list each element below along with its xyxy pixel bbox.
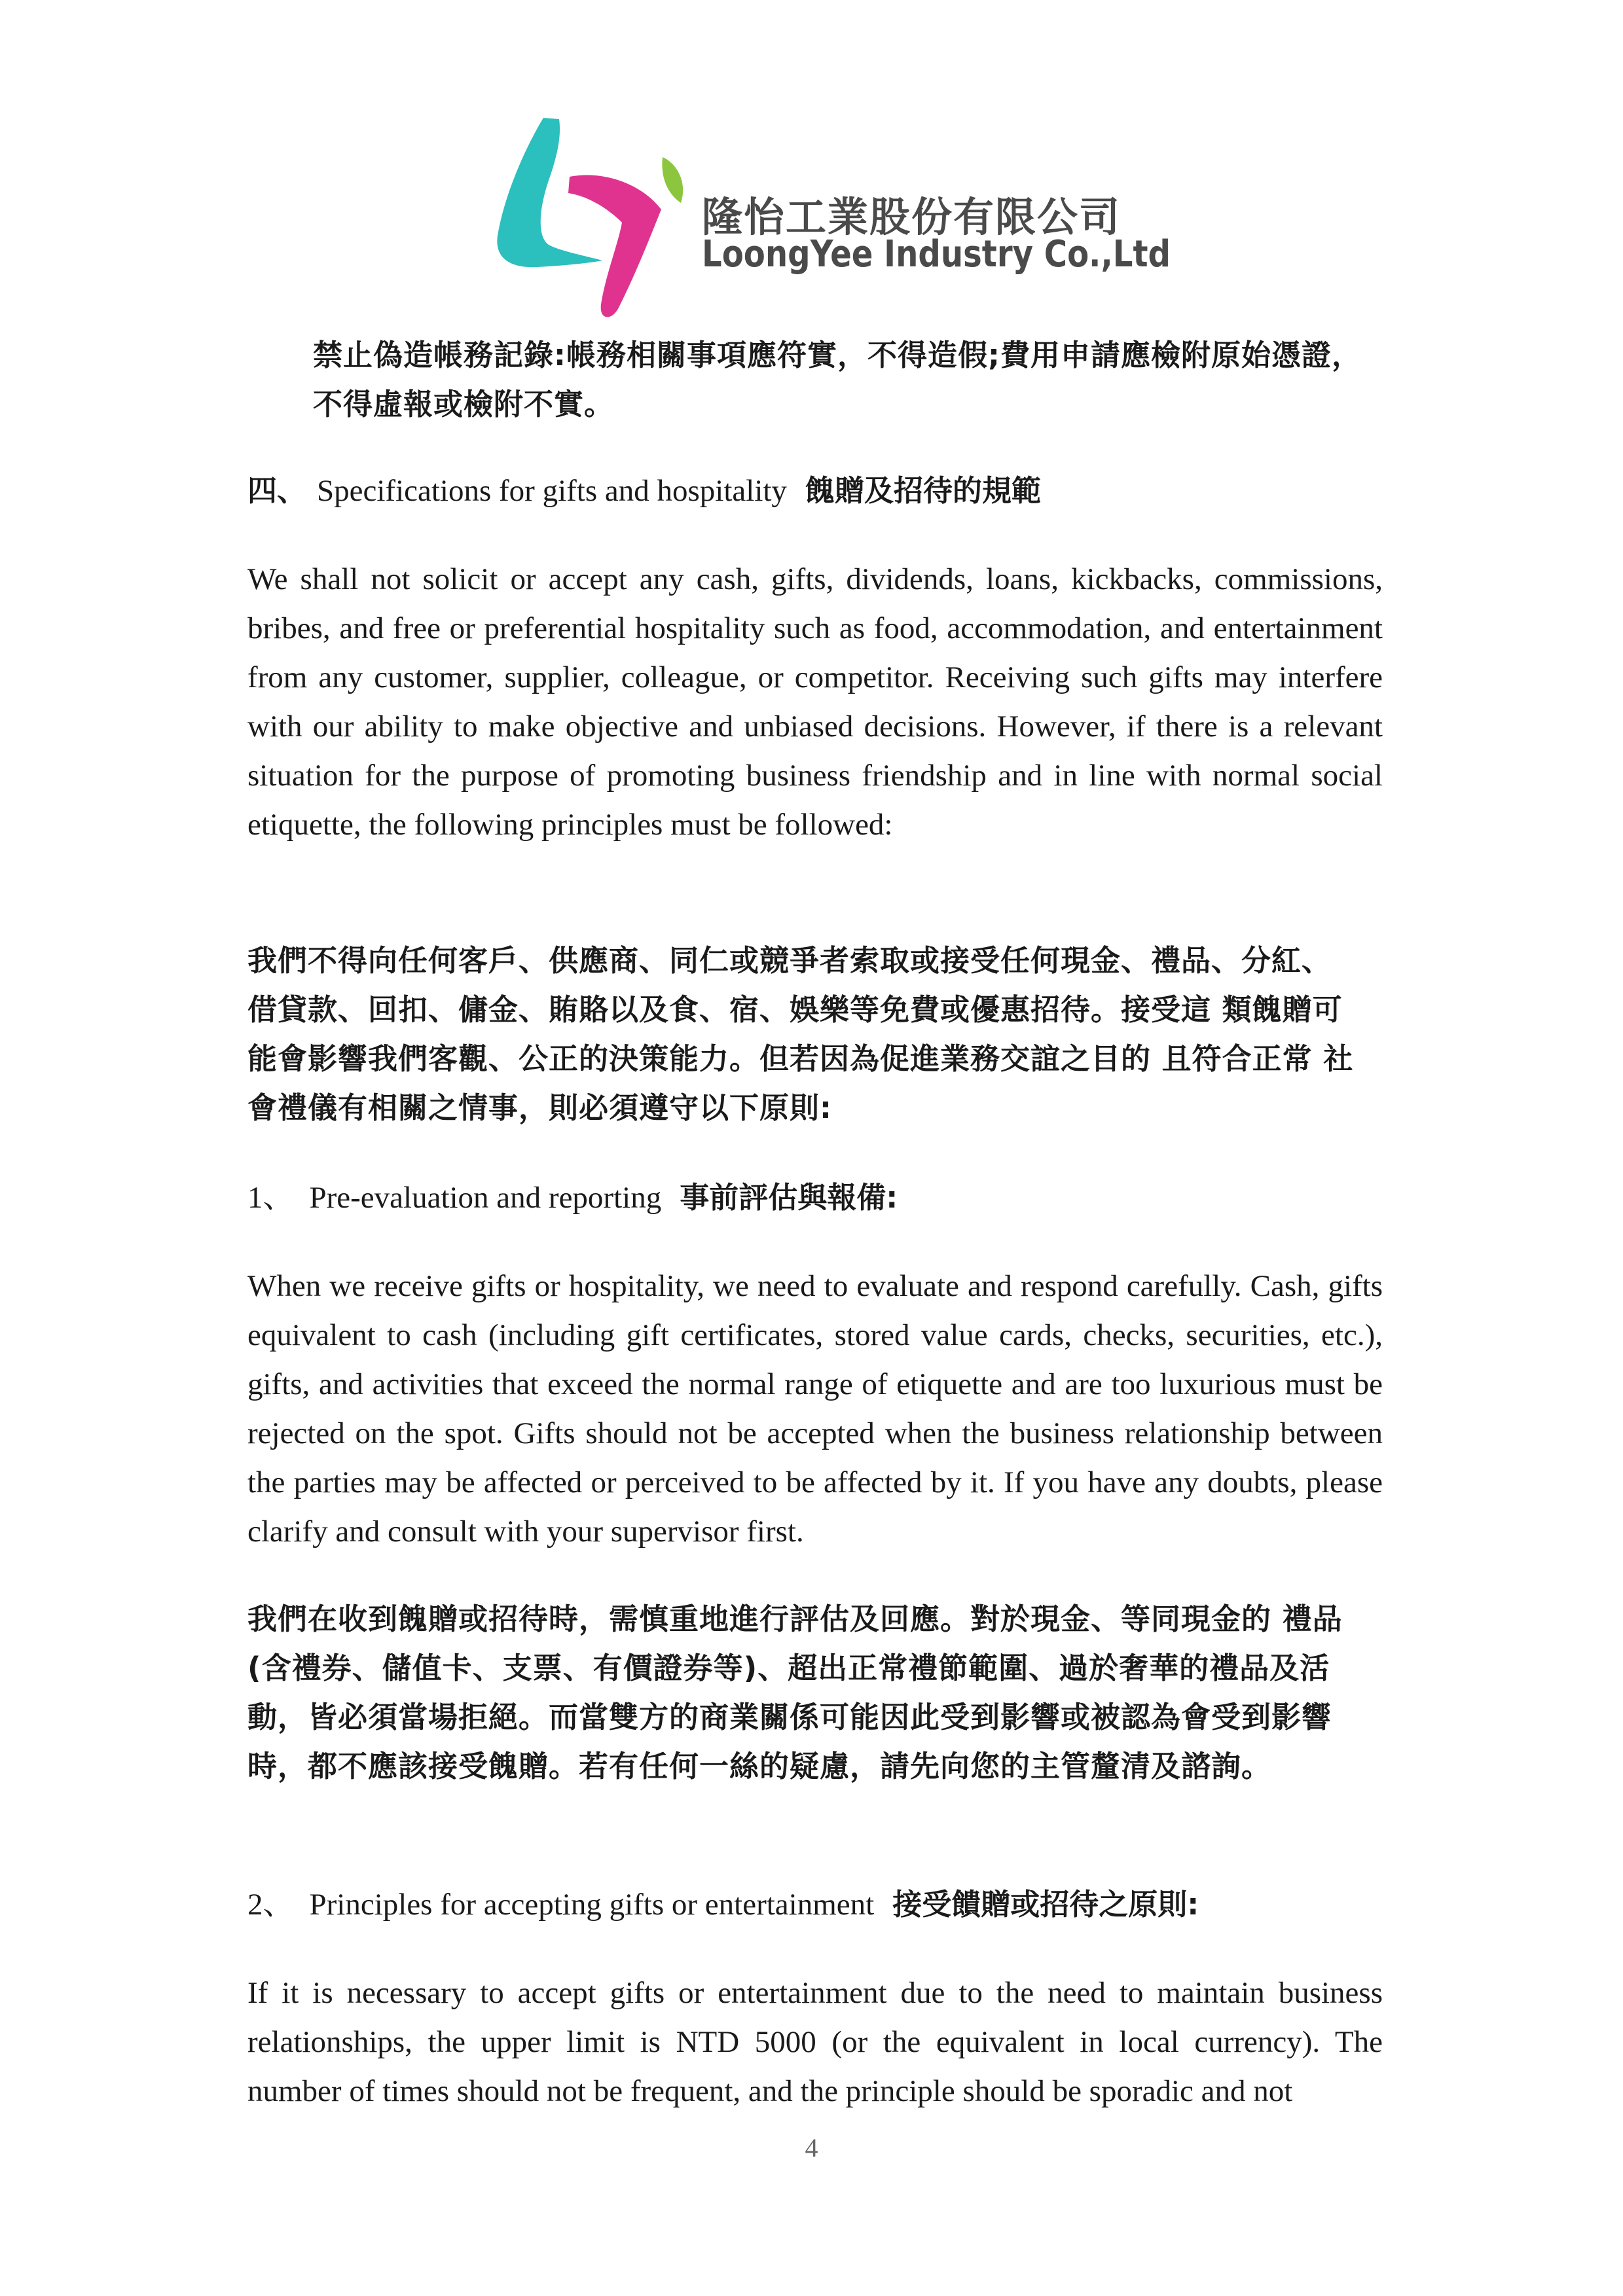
paragraph-principles-en: If it is necessary to accept gifts or entertainment due to the need to maintain business relationships, the upper limit is NTD 5000 (or the equivalent in local currency). The number of times should not be frequent, and the principle should be sporadic and not <box>247 1976 1383 2108</box>
company-logo <box>491 111 1171 334</box>
subsection-title-zh: 事前評估與報備: <box>680 1180 898 1215</box>
subsection-title-en: Pre-evaluation and reporting <box>309 1181 662 1215</box>
subsection-number: 1、 <box>247 1181 294 1215</box>
paragraph-gifts-en: We shall not solicit or accept any cash, gifts, dividends, loans, kickbacks, commissions, bribes, and free or preferential hospitality such as food, accommodation, and entertainment from any customer, supplier, colleague, or competitor. Receiving such gifts may interfere with our ability to make objective and unbiased decisions. However, if there is a relevant situation for the purpose of promoting business friendship and in line with normal social etiquette, the following principles must be followed: <box>247 562 1383 842</box>
paragraph-evaluation-zh: 我們在收到餽贈或招待時，需慎重地進行評估及回應。對於現金、等同現金的 禮品 (含禮券、儲值卡、支票、有價證券等)、超出正常禮節範圍、過於奢華的禮品及活動，皆必須當場拒絕。而當雙方的商業關係可能因此受到影響或被認為會受到影響時，都不應該接受餽贈。若有任何一絲的疑慮，請先向您的主管釐清及諮詢。 <box>247 1602 1343 1784</box>
logo-green-leaf <box>662 157 683 203</box>
section-number: 四、 <box>247 473 307 508</box>
paragraph-gifts-zh: 我們不得向任何客戶、供應商、同仁或競爭者索取或接受任何現金、禮品、分紅、借貸款、回扣、傭金、賄賂以及食、宿、娛樂等免費或優惠招待。接受這 類餽贈可能會影響我們客觀、公正的決策能力。但若因為促進業務交誼之目的 且符合正常 社會禮儀有相關之情事，則必須遵守以下原則: <box>247 943 1354 1125</box>
subsection-title-en: Principles for accepting gifts or entertainment <box>309 1888 875 1922</box>
paragraph-ledger-zh: 禁止偽造帳務記錄:帳務相關事項應符實，不得造假;費用申請應檢附原始憑證，不得虛報或檢附不實。 <box>313 338 1362 422</box>
subsection-heading-1 <box>247 1173 1383 1223</box>
logo-company-name-zh: 隆怡工業股份有限公司 <box>702 193 1122 241</box>
logo-magenta-stroke <box>568 175 661 317</box>
section-title-zh: 餽贈及招待的規範 <box>805 473 1041 508</box>
subsection-heading-2 <box>247 1880 1383 1929</box>
logo-company-name-en: LoongYee Industry Co.,Ltd <box>702 233 1171 276</box>
page-number: 4 <box>805 2133 818 2162</box>
subsection-number: 2、 <box>247 1888 294 1922</box>
section-title-en: Specifications for gifts and hospitality <box>317 474 787 508</box>
subsection-title-zh: 接受饋贈或招待之原則: <box>892 1887 1199 1922</box>
section-heading-4 <box>247 466 1383 516</box>
paragraph-evaluation-en: When we receive gifts or hospitality, we need to evaluate and respond carefully. Cash, gifts equivalent to cash (including gift certificates, stored value cards, checks, securities, etc.), gifts, and activities that exceed the normal range of etiquette and are too luxurious must be rejected on the spot. Gifts should not be accepted when the business relationship between the parties may be affected or perceived to be affected by it. If you have any doubts, please clarify and consult with your supervisor first. <box>247 1269 1383 1549</box>
logo-mark-icon <box>491 111 701 334</box>
